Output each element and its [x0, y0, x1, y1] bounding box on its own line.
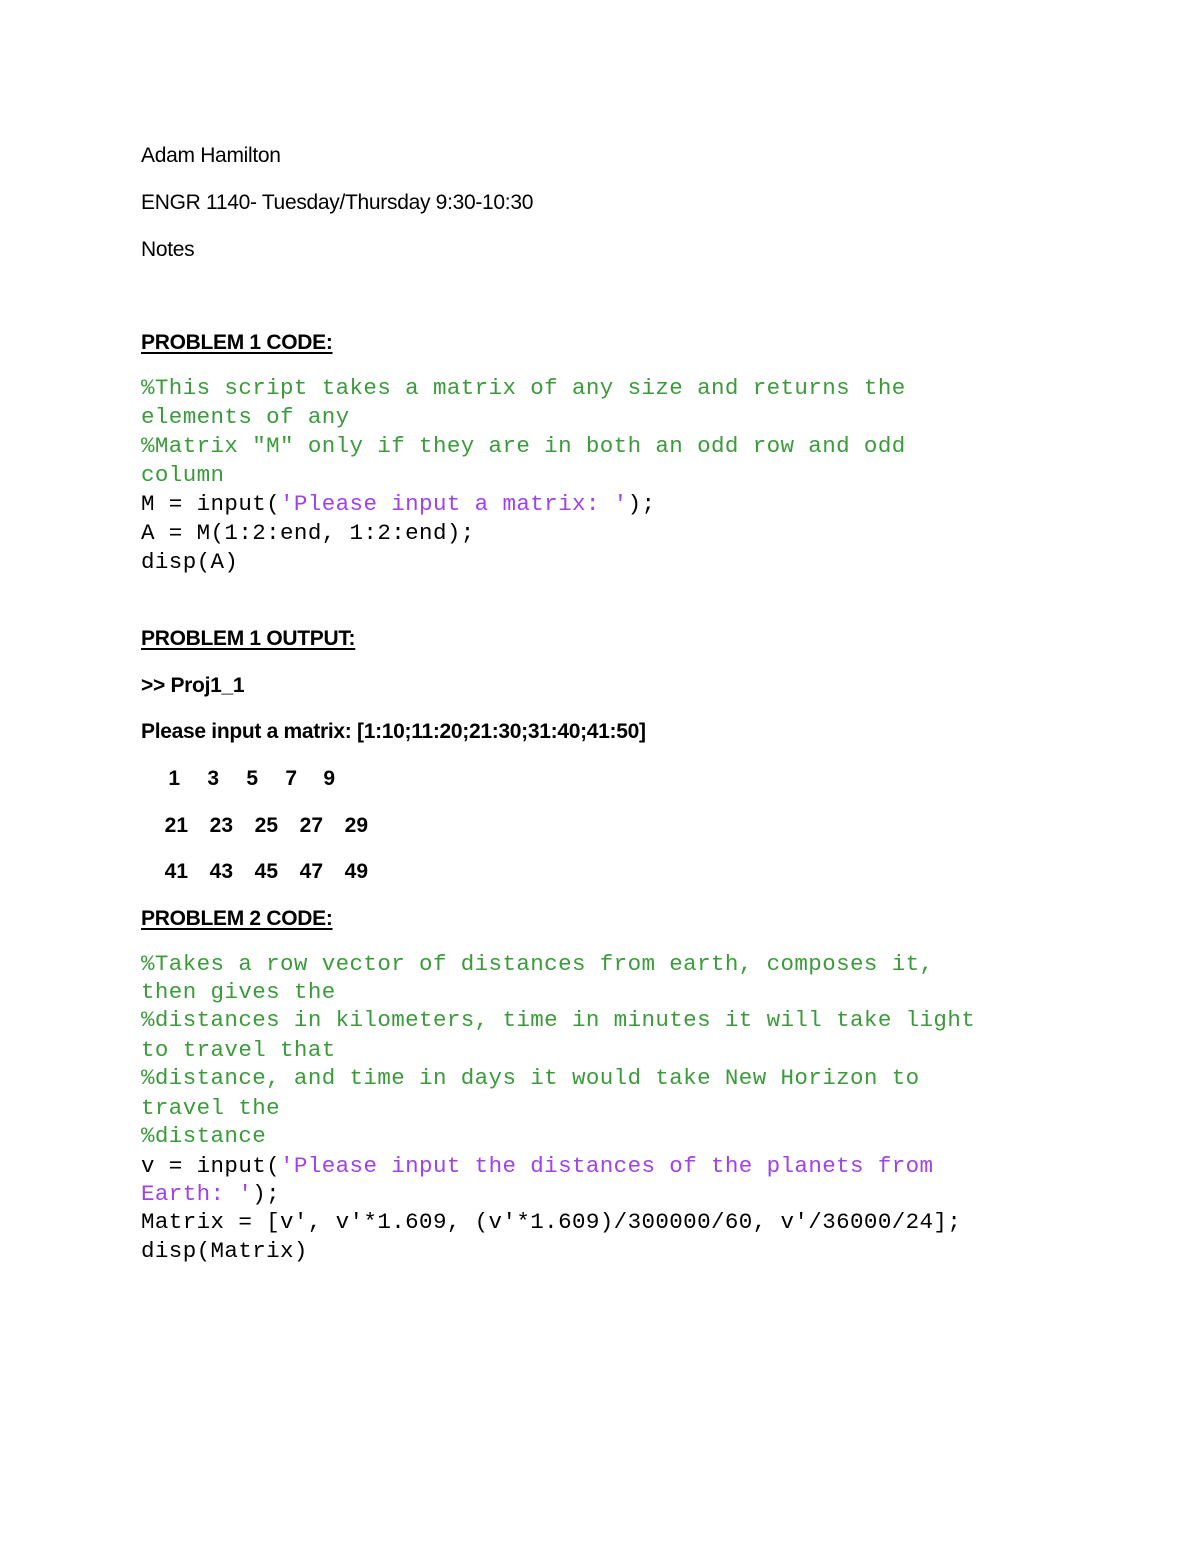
- matrix-cell: 1: [168, 767, 180, 790]
- code-text: );: [627, 491, 656, 517]
- code-comment-line: %Takes a row vector of distances from earth, composes it,: [141, 951, 934, 977]
- matrix-cell: 49: [344, 860, 368, 883]
- code-string: 'Please input a matrix: ': [280, 491, 628, 517]
- code-text: v = input(: [141, 1153, 281, 1179]
- matrix-cell: 9: [323, 767, 335, 790]
- code-comment-line: %Matrix "M" only if they are in both an odd row and odd: [141, 433, 906, 459]
- matrix-cell: 23: [209, 814, 233, 837]
- code-comment-line: column: [141, 462, 225, 488]
- code-string: Earth: ': [141, 1181, 253, 1207]
- problem1-code-heading: PROBLEM 1 CODE:: [141, 331, 333, 354]
- code-comment-line: elements of any: [141, 404, 350, 430]
- code-line: disp(Matrix): [141, 1238, 308, 1264]
- code-comment-line: travel the: [141, 1095, 281, 1121]
- code-comment-line: then gives the: [141, 979, 336, 1005]
- matrix-cell: 27: [299, 814, 323, 837]
- code-input-line: [141, 490, 655, 519]
- code-text: M = input(: [141, 491, 281, 517]
- code-line: A = M(1:2:end, 1:2:end);: [141, 520, 475, 546]
- matrix-cell: 29: [344, 814, 368, 837]
- code-string: 'Please input the distances of the planets from: [280, 1153, 934, 1179]
- code-comment-line: %This script takes a matrix of any size and returns the: [141, 375, 906, 401]
- matrix-cell: 43: [209, 860, 233, 883]
- code-text: );: [252, 1181, 281, 1207]
- code-comment-line: %distance, and time in days it would take New Horizon to: [141, 1065, 920, 1091]
- matrix-cell: 41: [164, 860, 188, 883]
- matrix-cell: 3: [207, 767, 219, 790]
- code-line: Matrix = [v', v'*1.609, (v'*1.609)/300000/60, v'/36000/24];: [141, 1209, 962, 1235]
- command-prompt: >> Proj1_1: [141, 674, 245, 697]
- input-prompt: Please input a matrix: [1:10;11:20;21:30;31:40;41:50]: [141, 720, 646, 743]
- matrix-cell: 47: [299, 860, 323, 883]
- matrix-cell: 21: [164, 814, 188, 837]
- code-comment-line: %distances in kilometers, time in minutes it will take light: [141, 1007, 976, 1033]
- matrix-cell: 25: [254, 814, 278, 837]
- matrix-cell: 7: [285, 767, 297, 790]
- course-line: ENGR 1140- Tuesday/Thursday 9:30-10:30: [141, 191, 534, 214]
- author-name: Adam Hamilton: [141, 144, 281, 167]
- matrix-cell: 5: [246, 767, 258, 790]
- matrix-cell: 45: [254, 860, 278, 883]
- code-input-line: [141, 1152, 933, 1181]
- problem2-code-heading: PROBLEM 2 CODE:: [141, 907, 333, 930]
- code-input-line-cont: [141, 1180, 280, 1209]
- code-comment-line: %distance: [141, 1123, 267, 1149]
- code-comment-line: to travel that: [141, 1037, 336, 1063]
- doc-type: Notes: [141, 238, 195, 261]
- problem1-output-heading: PROBLEM 1 OUTPUT:: [141, 627, 356, 650]
- code-line: disp(A): [141, 549, 239, 575]
